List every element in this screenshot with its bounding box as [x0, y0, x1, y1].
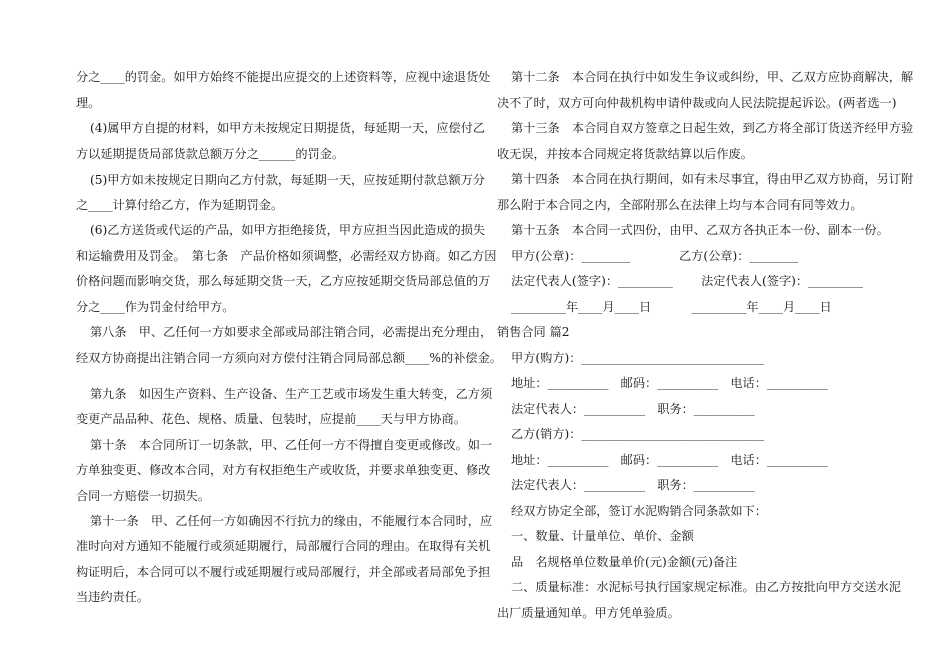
form-field-line: 甲方(购方)：______________________________	[511, 351, 765, 365]
text-line: 出厂质量通知单。甲方凭单验质。	[497, 606, 680, 620]
text-line: 之____计算付给乙方，作为延期罚金。	[76, 198, 284, 212]
text-line: 一、数量、计量单位、单价、金额	[511, 529, 694, 543]
text-line: (5)甲方如未按规定日期向乙方付款，每延期一天，应按延期付款总额万分	[90, 173, 486, 187]
text-line: 理。	[76, 96, 101, 110]
text-line: 构证明后，本合同可以不履行或延期履行或局部履行，并全部或者局部免予担	[76, 565, 491, 579]
text-line: 经双方协定全部，签订水泥购销合同条款如下：	[511, 504, 767, 518]
text-line: 当违约责任。	[76, 590, 150, 604]
text-line: 分之____的罚金。如甲方始终不能提出应提交的上述资料等，应视中途退货处	[76, 70, 491, 84]
text-line: 法定代表人(签字)：_________ 法定代表人(签字)：_________	[511, 274, 863, 288]
text-line: 变更产品品种、花色、规格、质量、包装时，应提前____天与甲方协商。	[76, 412, 466, 426]
text-line: 决不了时，双方可向仲裁机构申请仲裁或向人民法院提起诉讼。(两者选一)	[497, 96, 897, 110]
form-field-line: 地址：__________ 邮码：__________ 电话：__________	[511, 376, 828, 390]
text-line: 价格问题而影响交货，那么每延期交货一天，乙方应按延期交货局部总值的万	[76, 274, 491, 288]
text-line: 经双方协商提出注销合同一方须向对方偿付注销合同局部总额____%的补偿金。	[76, 351, 502, 365]
text-line: 方以延期提货局部货款总额万分之______的罚金。	[76, 147, 345, 161]
text-line: 第八条 甲、乙任何一方如要求全部或局部注销合同，必需提出充分理由，	[90, 325, 493, 339]
form-field-line: 法定代表人：__________ 职务：__________	[511, 478, 755, 492]
text-line: 二、质量标准：水泥标号执行国家规定标准。由乙方按批向甲方交送水泥	[511, 580, 901, 594]
text-line: 那么附于本合同之内，全部附那么在法律上均与本合同有同等效力。	[497, 198, 863, 212]
text-line: _________年____月____日 _________年____月____日	[511, 300, 832, 314]
text-line: 甲方(公章)：________ 乙方(公章)：________	[511, 249, 799, 263]
text-line: 品 名规格单位数量单价(元)金额(元)备注	[511, 555, 738, 569]
text-line: (6)乙方送货或代运的产品，如甲方拒绝接货，甲方应担当因此造成的损失	[90, 223, 486, 237]
text-line: 第十二条 本合同在执行中如发生争议或纠纷，甲、乙双方应协商解决，解	[511, 70, 914, 84]
text-line: 准时向对方通知不能履行或须延期履行，局部履行合同的理由。在取得有关机	[76, 539, 491, 553]
text-line: 合同一方赔偿一切损失。	[76, 489, 211, 503]
text-line: 方单独变更、修改本合同，对方有权拒绝生产或收货，并要求单独变更、修改	[76, 463, 491, 477]
text-line: 第九条 如因生产资料、生产设备、生产工艺或市场发生重大转变，乙方须	[90, 387, 493, 401]
text-line: 收无误，并按本合同规定将货款结算以后作废。	[497, 147, 753, 161]
text-line: 第十四条 本合同在执行期间，如有未尽事宜，得由甲乙双方协商，另订附	[511, 172, 914, 186]
form-field-line: 地址：__________ 邮码：__________ 电话：__________	[511, 453, 828, 467]
text-line: 第十五条 本合同一式四份，由甲、乙双方各执正本一份、副本一份。	[511, 223, 889, 237]
text-line: 分之____作为罚金付给甲方。	[76, 300, 235, 314]
text-line: (4)属甲方自提的材料，如甲方未按规定日期提货，每延期一天，应偿付乙	[90, 121, 486, 135]
text-line: 第十条 本合同所订一切条款，甲、乙任何一方不得擅自变更或修改。如一	[90, 438, 493, 452]
section-heading: 销售合同 篇2	[497, 325, 570, 339]
form-field-line: 法定代表人：__________ 职务：__________	[511, 402, 755, 416]
text-line: 第十三条 本合同自双方签章之日起生效，到乙方将全部订货送齐经甲方验	[511, 121, 914, 135]
text-line: 和运输费用及罚金。 第七条 产品价格如须调整，必需经双方协商。如乙方因	[76, 249, 497, 263]
text-line: 第十一条 甲、乙任何一方如确因不行抗力的缘由，不能履行本合同时，应	[90, 514, 493, 528]
form-field-line: 乙方(销方)：______________________________	[511, 427, 765, 441]
